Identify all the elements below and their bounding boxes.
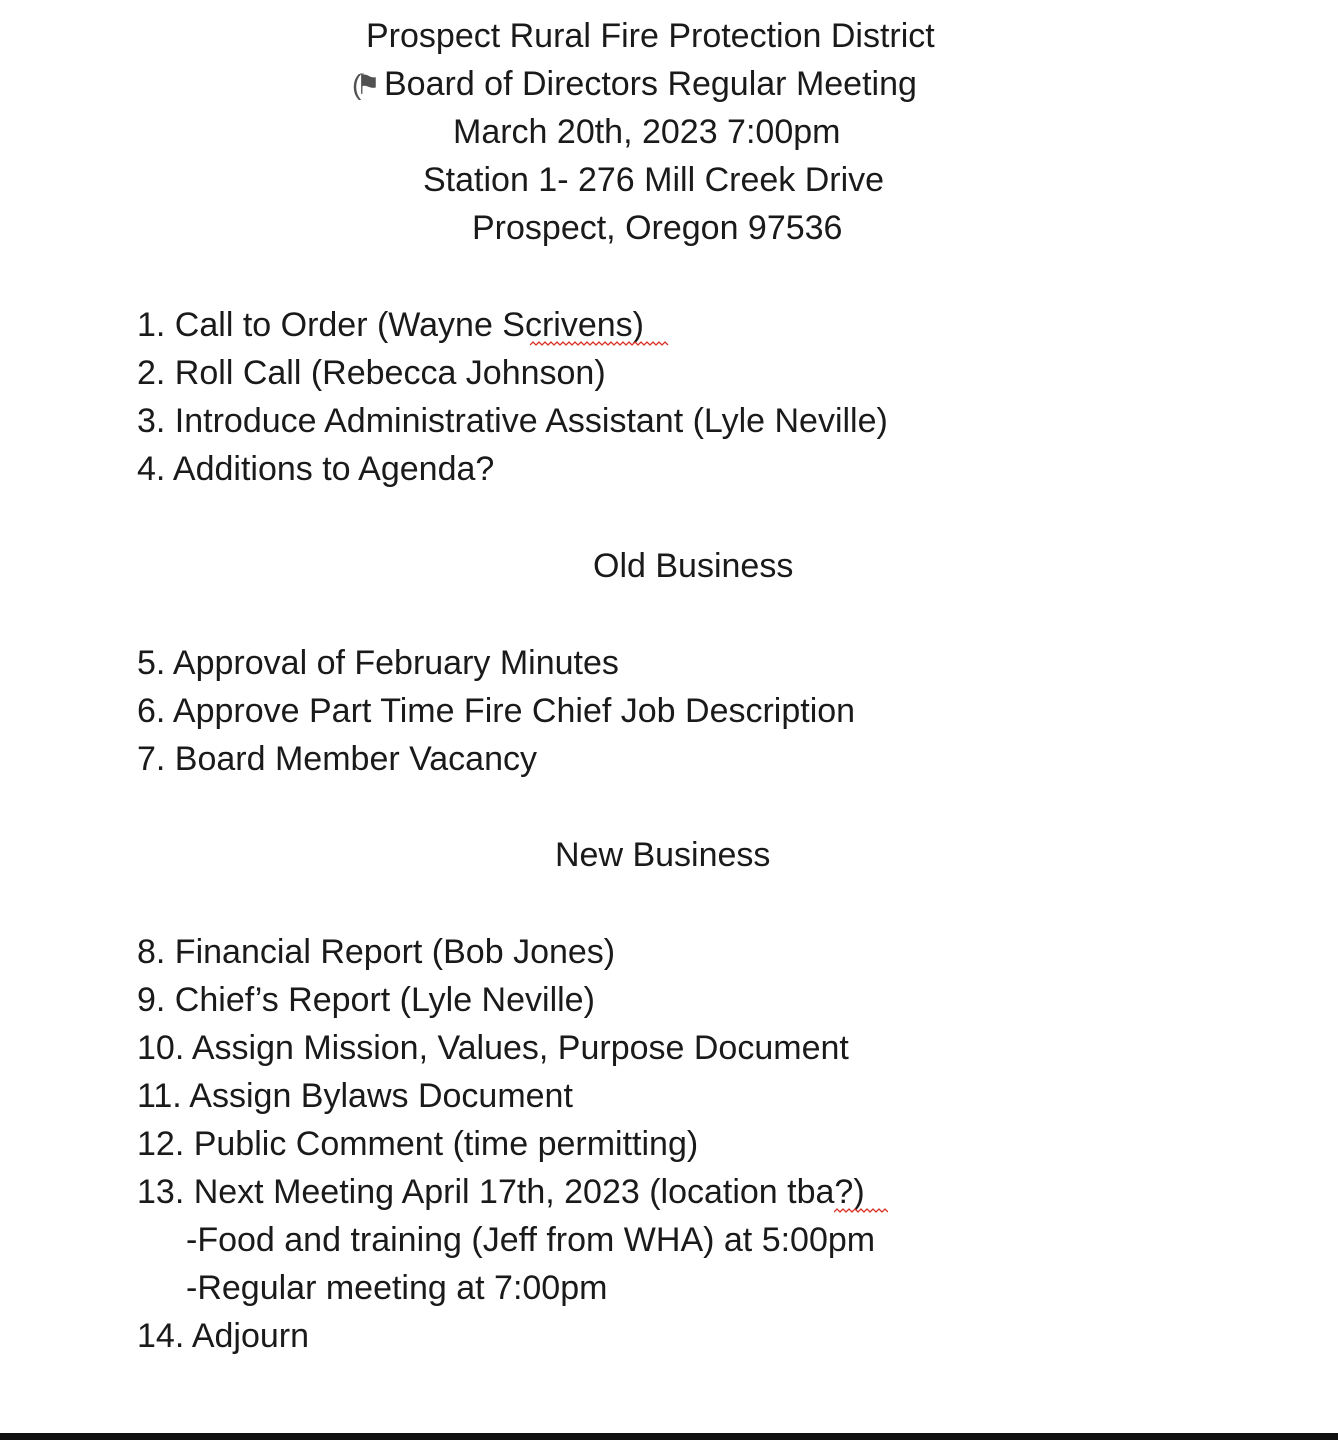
agenda-item-12: 12. Public Comment (time permitting) <box>137 1125 699 1163</box>
agenda-item-13: 13. Next Meeting April 17th, 2023 (location tba?) <box>137 1173 865 1211</box>
agenda-item-10: 10. Assign Mission, Values, Purpose Document <box>137 1029 849 1067</box>
stray-mark: (⚑ <box>352 69 375 100</box>
agenda-item-4: 4. Additions to Agenda? <box>137 450 495 488</box>
meeting-title: Board of Directors Regular Meeting <box>384 65 917 103</box>
spellcheck-underline <box>834 1208 888 1213</box>
district-name: Prospect Rural Fire Protection District <box>366 17 935 55</box>
agenda-subitem-food-training: -Food and training (Jeff from WHA) at 5:00pm <box>186 1221 876 1259</box>
agenda-item-7: 7. Board Member Vacancy <box>137 740 537 778</box>
agenda-item-11: 11. Assign Bylaws Document <box>137 1077 573 1115</box>
agenda-item-9: 9. Chief’s Report (Lyle Neville) <box>137 981 595 1019</box>
agenda-subitem-regular-meeting: -Regular meeting at 7:00pm <box>186 1269 608 1307</box>
spellcheck-underline <box>530 341 670 346</box>
agenda-item-3: 3. Introduce Administrative Assistant (Lyle Neville) <box>137 402 888 440</box>
agenda-item-5: 5. Approval of February Minutes <box>137 644 619 682</box>
agenda-item-1: 1. Call to Order (Wayne Scrivens) <box>137 306 644 344</box>
agenda-item-14: 14. Adjourn <box>137 1317 310 1355</box>
meeting-location: Station 1- 276 Mill Creek Drive <box>423 161 885 199</box>
agenda-item-6: 6. Approve Part Time Fire Chief Job Description <box>137 692 856 730</box>
agenda-item-8: 8. Financial Report (Bob Jones) <box>137 933 616 971</box>
meeting-city: Prospect, Oregon 97536 <box>472 209 843 247</box>
agenda-item-2: 2. Roll Call (Rebecca Johnson) <box>137 354 606 392</box>
new-business-heading: New Business <box>555 836 771 874</box>
old-business-heading: Old Business <box>593 547 794 585</box>
meeting-datetime: March 20th, 2023 7:00pm <box>453 113 841 151</box>
page-bottom-edge <box>0 1433 1338 1440</box>
